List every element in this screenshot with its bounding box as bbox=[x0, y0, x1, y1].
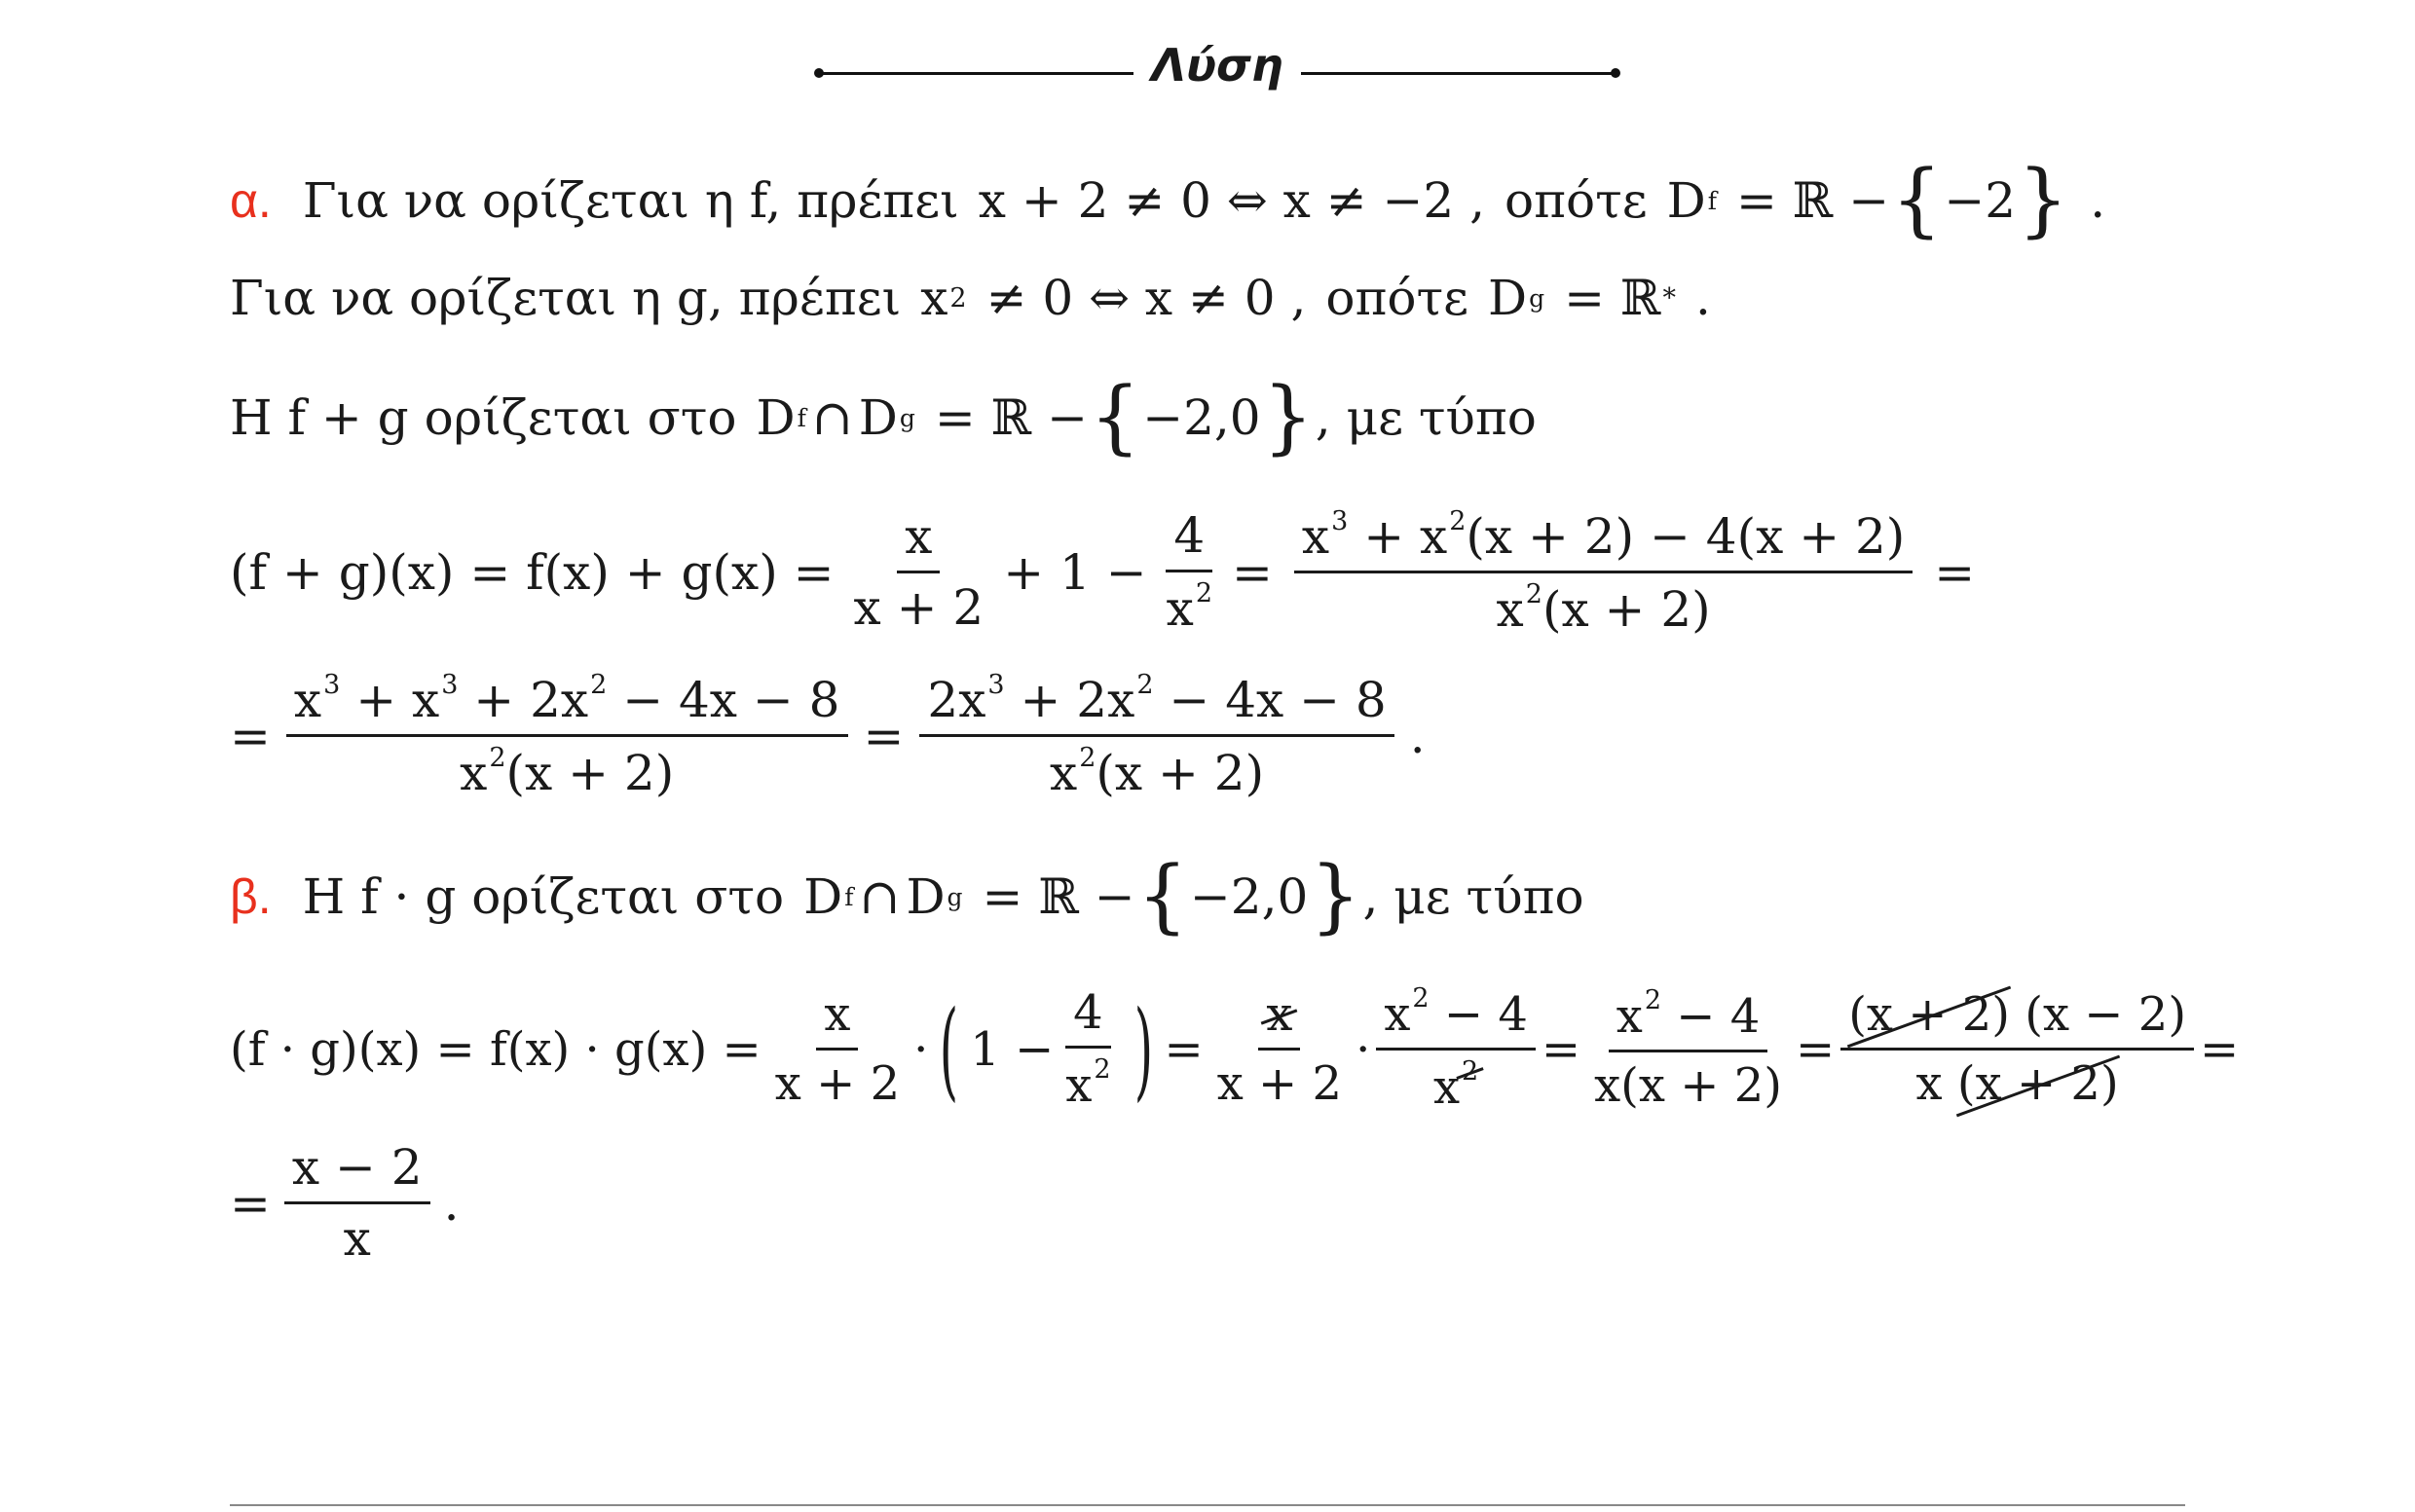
dot: · bbox=[1356, 1021, 1371, 1077]
domain-f-text: Για να ορίζεται η f, πρέπει bbox=[302, 172, 959, 229]
sum-lhs: (f + g)(x) = f(x) + g(x) = bbox=[230, 543, 835, 601]
domain-symbol: D bbox=[756, 389, 796, 446]
denominator: x (x + 2) bbox=[1915, 1056, 2119, 1111]
formula-intro: , με τύπο bbox=[1315, 389, 1537, 446]
equals: = bbox=[1541, 1021, 1581, 1077]
domain-symbol: D bbox=[858, 389, 898, 446]
sum-domain-text: H f + g ορίζεται στο bbox=[230, 389, 737, 446]
right-brace: } bbox=[1262, 371, 1314, 463]
equals-reals-minus: = ℝ − bbox=[934, 389, 1089, 446]
part-b-line-1 bbox=[230, 850, 1584, 942]
intersection-symbol: ∩ bbox=[811, 389, 853, 446]
header-right-rule bbox=[1301, 72, 1615, 75]
trailing-equals: = bbox=[2200, 1021, 2240, 1077]
cancelled-exponent: 2 bbox=[1462, 1056, 1479, 1087]
sum-formula-line-1 bbox=[230, 506, 1975, 638]
dot: · bbox=[913, 1021, 929, 1077]
denominator: x + 2 bbox=[1216, 1056, 1343, 1111]
left-brace: { bbox=[1891, 154, 1943, 246]
fraction-x-over-x-plus-2 bbox=[846, 508, 992, 636]
cancelled-factor: (x + 2) bbox=[1956, 1056, 2119, 1111]
cancelled-x: x bbox=[1266, 987, 1293, 1042]
header-title: Λύση bbox=[1151, 39, 1283, 92]
denominator: $x^2(x + 2)$ bbox=[1496, 579, 1711, 638]
denominator: x + 2 bbox=[774, 1056, 901, 1111]
equals-reals-minus: = ℝ − bbox=[1736, 172, 1890, 229]
left-brace: { bbox=[1090, 371, 1141, 463]
product-formula-line-2 bbox=[230, 1139, 460, 1267]
fraction-expanded bbox=[286, 670, 848, 801]
subscript-f: f bbox=[844, 882, 854, 911]
footer-rule bbox=[230, 1504, 2185, 1506]
denominator: $x^2(x + 2)$ bbox=[460, 743, 675, 801]
exponent-2: 2 bbox=[949, 282, 967, 313]
equals: = bbox=[230, 1174, 271, 1232]
part-a-line-2 bbox=[230, 270, 1711, 326]
formula-intro: , με τύπο bbox=[1362, 868, 1584, 925]
denominator: x bbox=[343, 1210, 371, 1267]
domain-symbol: D bbox=[803, 868, 843, 925]
denominator: $x^2$ bbox=[1166, 578, 1212, 637]
fraction-x-over-x-plus-2 bbox=[767, 987, 908, 1111]
domain-symbol: D bbox=[1666, 172, 1706, 229]
cancelled-factor: (x + 2) bbox=[1848, 987, 2010, 1042]
excluded-set: −2,0 bbox=[1142, 389, 1261, 446]
left-paren: ( bbox=[940, 986, 959, 1112]
fraction-4-over-x2 bbox=[1058, 985, 1118, 1113]
right-paren: ) bbox=[1133, 986, 1153, 1112]
numerator: $x^2 - 4$ bbox=[1609, 985, 1768, 1052]
numerator: $x^2 - 4$ bbox=[1376, 983, 1536, 1051]
part-a-line-1 bbox=[230, 154, 2106, 246]
equals: = bbox=[1232, 543, 1273, 601]
subscript-f: f bbox=[1707, 186, 1717, 215]
denominator: x2 bbox=[1432, 1056, 1479, 1115]
fraction-result bbox=[284, 1139, 430, 1267]
fraction-factored bbox=[1840, 987, 2194, 1111]
period: . bbox=[1409, 707, 1426, 764]
fraction-x2-minus-4-over-x-x-plus-2 bbox=[1586, 985, 1790, 1113]
product-formula-line-1 bbox=[230, 983, 2239, 1115]
fraction-x2-minus-4-over-x2 bbox=[1376, 983, 1536, 1115]
equals: = bbox=[863, 707, 905, 764]
period: . bbox=[443, 1174, 460, 1232]
left-brace: { bbox=[1136, 850, 1188, 942]
domain-symbol: D bbox=[1488, 270, 1528, 326]
trailing-equals: = bbox=[1934, 543, 1976, 601]
fraction-simplified bbox=[919, 670, 1393, 801]
right-brace: } bbox=[1310, 850, 1361, 942]
fraction-cancelled-x bbox=[1209, 987, 1350, 1111]
sum-formula-line-2 bbox=[230, 670, 1426, 801]
domain-symbol: D bbox=[906, 868, 946, 925]
right-brace: } bbox=[2018, 154, 2069, 246]
fraction-combined bbox=[1294, 506, 1913, 638]
numerator: $x^3 + x^2(x + 2) - 4(x + 2)$ bbox=[1294, 506, 1913, 573]
opote-word: οπότε bbox=[1325, 270, 1469, 326]
numerator: (x + 2) (x − 2) bbox=[1840, 987, 2194, 1051]
part-a-line-3 bbox=[230, 371, 1537, 463]
var-x: x bbox=[920, 270, 948, 326]
denominator: $x^2(x + 2)$ bbox=[1050, 743, 1265, 801]
numerator bbox=[1258, 987, 1300, 1051]
numerator: $2x^3 + 2x^2 - 4x - 8$ bbox=[919, 670, 1393, 737]
domain-f-condition: x + 2 ≠ 0 ⇔ x ≠ −2 , bbox=[978, 172, 1485, 229]
excluded-set: −2,0 bbox=[1189, 868, 1309, 925]
subscript-g: g bbox=[947, 882, 963, 911]
excluded-set: −2 bbox=[1944, 172, 2017, 229]
one-minus: 1 − bbox=[970, 1021, 1055, 1077]
equals: = bbox=[1795, 1021, 1836, 1077]
period: . bbox=[2090, 172, 2106, 229]
denominator: x(x + 2) bbox=[1594, 1058, 1782, 1113]
equals-reals-minus: = ℝ − bbox=[982, 868, 1135, 925]
product-domain-text: H f · g ορίζεται στο bbox=[302, 868, 785, 925]
numerator: x bbox=[816, 987, 858, 1051]
solution-header bbox=[814, 39, 1620, 107]
domain-g-condition: ≠ 0 ⇔ x ≠ 0 , bbox=[985, 270, 1307, 326]
subscript-g: g bbox=[1529, 283, 1545, 313]
denominator: x + 2 bbox=[853, 579, 985, 636]
star-superscript: * bbox=[1662, 282, 1676, 313]
numerator: x − 2 bbox=[284, 1139, 430, 1204]
period: . bbox=[1694, 270, 1711, 326]
numerator: x bbox=[897, 508, 940, 573]
denominator: $x^2$ bbox=[1065, 1054, 1111, 1113]
header-right-dot bbox=[1611, 68, 1620, 78]
header-left-rule bbox=[820, 72, 1133, 75]
opote-word: οπότε bbox=[1505, 172, 1648, 229]
product-lhs: (f · g)(x) = f(x) · g(x) = bbox=[230, 1021, 762, 1077]
equals-reals: = ℝ bbox=[1564, 270, 1661, 326]
numerator: 4 bbox=[1166, 507, 1212, 572]
subscript-f: f bbox=[797, 403, 806, 432]
part-a-label: α. bbox=[230, 173, 272, 228]
part-b-label: β. bbox=[230, 869, 272, 924]
intersection-symbol: ∩ bbox=[859, 868, 901, 925]
equals: = bbox=[1164, 1021, 1204, 1077]
equals: = bbox=[230, 707, 271, 764]
domain-g-text: Για να ορίζεται η g, πρέπει bbox=[230, 270, 902, 326]
plus-one-minus: + 1 − bbox=[1003, 543, 1147, 601]
subscript-g: g bbox=[899, 403, 915, 432]
numerator: $x^3 + x^3 + 2x^2 - 4x - 8$ bbox=[286, 670, 848, 737]
numerator: 4 bbox=[1065, 985, 1111, 1049]
fraction-4-over-x2 bbox=[1159, 507, 1220, 637]
